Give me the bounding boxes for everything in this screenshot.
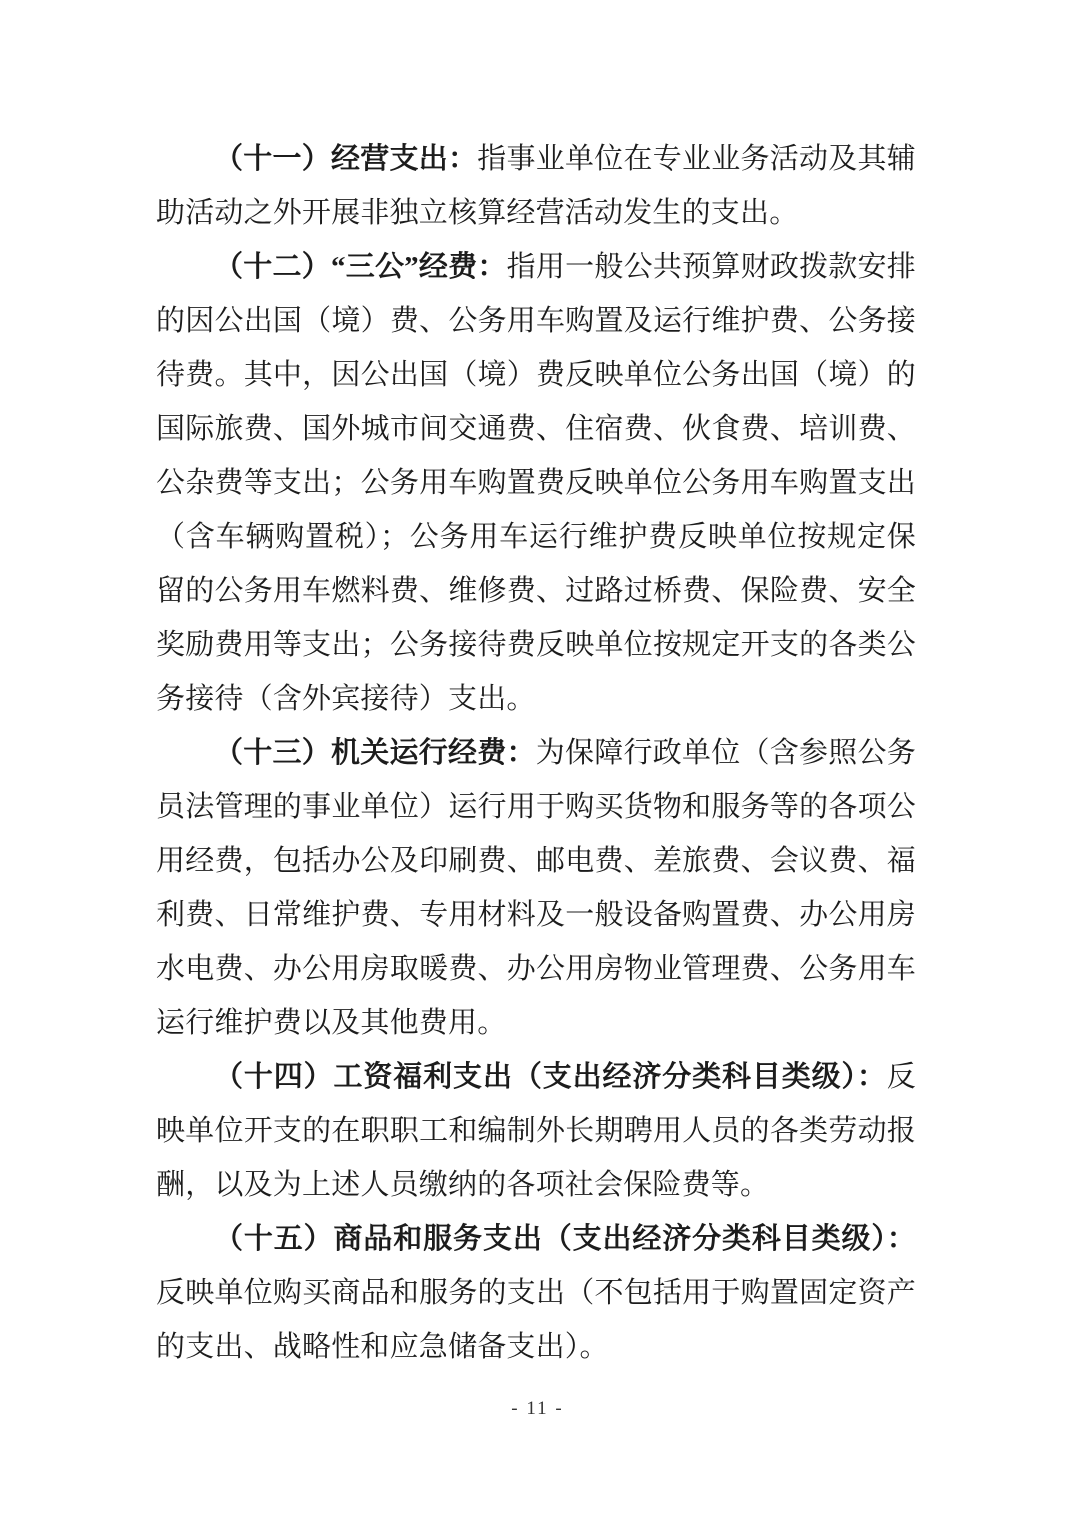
- paragraph-term-15: [156, 1212, 916, 1374]
- term-heading: （十一）经营支出：: [214, 143, 478, 175]
- term-definition: 反映单位开支的在职职工和编制外长期聘用人员的各类劳动报酬，以及为上述人员缴纳的各项社会保险费等。: [156, 1061, 916, 1201]
- term-definition: 反映单位购买商品和服务的支出（不包括用于购置固定资产的支出、战略性和应急储备支出）。: [156, 1277, 916, 1363]
- term-heading: （十五）商品和服务支出（支出经济分类科目类级）：: [214, 1223, 916, 1255]
- term-heading: （十四）工资福利支出（支出经济分类科目类级）：: [214, 1061, 887, 1093]
- paragraph-term-13: [156, 726, 916, 1050]
- paragraph-term-11: [156, 132, 916, 240]
- term-definition: 指事业单位在专业业务活动及其辅助活动之外开展非独立核算经营活动发生的支出。: [156, 143, 916, 229]
- term-heading: （十二）“三公”经费：: [214, 251, 507, 283]
- term-definition: 为保障行政单位（含参照公务员法管理的事业单位）运行用于购买货物和服务等的各项公用经费，包括办公及印刷费、邮电费、差旅费、会议费、福利费、日常维护费、专用材料及一般设备购置费、办公用房水电费、办公用房取暖费、办公用房物业管理费、公务用车运行维护费以及其他费用。: [156, 737, 917, 1039]
- term-heading: （十三）机关运行经费：: [214, 737, 536, 769]
- document-body: [156, 132, 916, 1374]
- term-definition: 指用一般公共预算财政拨款安排的因公出国（境）费、公务用车购置及运行维护费、公务接待费。其中，因公出国（境）费反映单位公务出国（境）的国际旅费、国外城市间交通费、住宿费、伙食费、培训费、公杂费等支出；公务用车购置费反映单位公务用车购置支出（含车辆购置税）；公务用车运行维护费反映单位按规定保留的公务用车燃料费、维修费、过路过桥费、保险费、安全奖励费用等支出；公务接待费反映单位按规定开支的各类公务接待（含外宾接待）支出。: [156, 251, 916, 715]
- paragraph-term-14: [156, 1050, 916, 1212]
- page-number: - 11 -: [511, 1398, 564, 1419]
- paragraph-term-12: [156, 240, 916, 726]
